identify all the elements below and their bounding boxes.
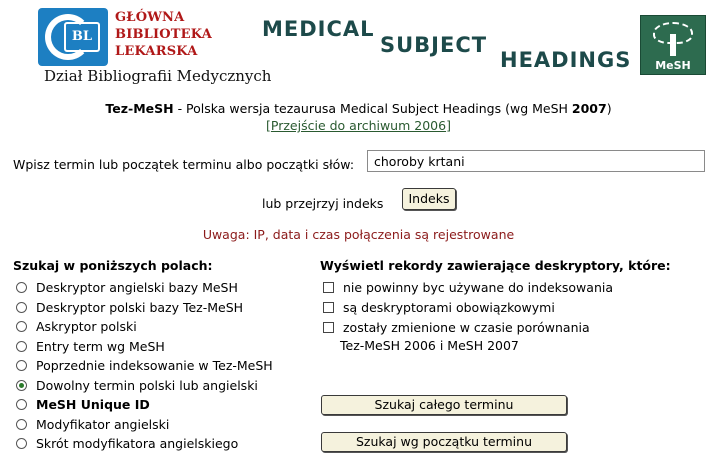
warning-text: Uwaga: IP, data i czas połączenia są rejestrowane [202,227,515,242]
field-option[interactable] [16,378,258,393]
subtitle-desc: - Polska wersja tezaurusa Medical Subject Headings (wg MeSH [173,101,572,116]
index-button[interactable]: Indeks [402,188,456,210]
subtitle-year: 2007 [571,101,607,116]
archive-bracket-close: ] [446,118,451,133]
term-input[interactable] [367,150,705,172]
library-name-line-2: BIBLIOTEKA [115,27,213,42]
field-option[interactable] [16,358,273,373]
index-label: lub przejrzyj indeks [262,196,384,211]
subtitle-close: ) [606,101,612,116]
field-option[interactable] [16,417,169,432]
filters-heading: Wyświetl rekordy zawierające deskryptory, które: [320,258,671,273]
checkbox[interactable] [323,282,334,293]
filter-option[interactable] [323,300,555,315]
field-option-label: Deskryptor polski bazy Tez-MeSH [36,299,244,315]
checkbox[interactable] [323,302,334,313]
subtitle-name: Tez-MeSH [105,101,174,116]
archive-line [0,118,717,133]
logo-letters: BL [64,22,100,52]
archive-link[interactable]: Przejście do archiwum 2006 [270,118,447,133]
radio-button[interactable] [16,419,27,430]
term-label: Wpisz termin lub początek terminu albo początki słów: [13,157,355,172]
field-option[interactable] [16,319,137,334]
mesh-logo-label: MeSH [655,59,691,72]
field-option-label: MeSH Unique ID [36,397,150,412]
search-term-prefix-button[interactable]: Szukaj wg początku terminu [321,432,567,452]
checkbox[interactable] [323,322,334,333]
filter-option-label: są deskryptorami obowiązkowymi [343,300,555,315]
radio-button[interactable] [16,321,27,332]
radio-button[interactable] [16,380,27,391]
radio-button[interactable] [16,302,27,313]
field-option[interactable] [16,300,243,315]
field-option-label: Askryptor polski [36,319,137,334]
field-option[interactable] [16,397,150,412]
library-name-line-1: GŁÓWNA [115,10,185,25]
radio-button[interactable] [16,360,27,371]
fields-heading: Szukaj w poniższych polach: [13,258,213,273]
field-option[interactable] [16,436,238,451]
mesh-title-headings: HEADINGS [500,48,632,72]
filter-option[interactable] [323,320,590,335]
filter-option[interactable] [323,280,613,295]
radio-button[interactable] [16,282,27,293]
library-name-line-3: LEKARSKA [115,44,198,59]
radio-button[interactable] [16,399,27,410]
field-option-label: Modyfikator angielski [36,416,170,432]
filter-option-label: zostały zmienione w czasie porównania [343,320,590,335]
field-option[interactable] [16,280,238,295]
field-option-label: Skrót modyfikatora angielskiego [36,436,239,451]
filter-note: Tez-MeSH 2006 i MeSH 2007 [340,338,519,353]
field-option-label: Dowolny termin polski lub angielski [36,377,258,393]
radio-button[interactable] [16,438,27,449]
mesh-tree-logo [640,15,706,75]
radio-button[interactable] [16,341,27,352]
filter-option-label: nie powinny byc używane do indeksowania [343,280,613,295]
archive-bracket-open: [ [266,118,271,133]
field-option-label: Poprzednie indeksowanie w Tez-MeSH [36,358,273,373]
department-name: Dział Bibliografii Medycznych [44,67,272,85]
mesh-title-subject: SUBJECT [380,33,488,57]
page-subtitle [0,101,717,116]
library-logo [38,8,108,66]
mesh-title-medical: MEDICAL [262,17,375,41]
field-option-label: Entry term wg MeSH [36,338,165,354]
field-option-label: Deskryptor angielski bazy MeSH [36,280,238,295]
field-option[interactable] [16,339,165,354]
search-full-term-button[interactable]: Szukaj całego terminu [321,395,567,415]
